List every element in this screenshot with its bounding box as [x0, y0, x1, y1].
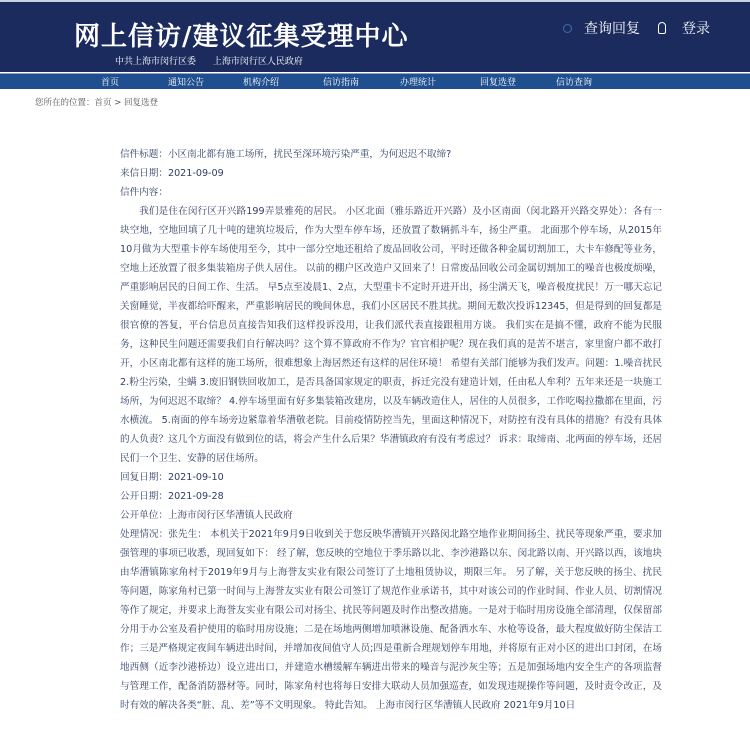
nav-replies[interactable]: 回复选登 [480, 78, 517, 88]
nav-home[interactable]: 首页 [101, 78, 120, 88]
user-icon[interactable] [658, 22, 666, 34]
letter-date-row [120, 164, 662, 183]
publish-unit-row [120, 506, 662, 525]
label: 信件标题： [120, 149, 168, 160]
label: 公开日期： [120, 491, 168, 502]
label: 来信日期： [120, 168, 168, 179]
login-link[interactable]: 登录 [682, 21, 710, 37]
subtitle-district-committee: 中共上海市闵行区委 [115, 57, 197, 67]
letter-content: 我们是住在闵行区开兴路199弄景雅苑的居民。 小区北面（雅乐路近开兴路）及小区南面（闵北路开兴路交界处）：各有一块空地，空地回填了几十吨的建筑垃圾后，作为大型车停车场，还放置了数辆抓斗车，扬尘严重。 北面那个停车场，从2015年10月做为大型重卡停车场使用至今，其中一部分空地还租给了废品回收公司，平时还做各种金属切割加工，大卡车修配等业务，空地上还放置了很多集装箱房子供人居住。 以前的棚户区改造户又回来了！日常废品回收公司金属切割加工的噪音也极度烦噪，严重影响居民的日间工作、生活。 早5点至凌晨1、2点，大型重卡不定时开进开出，扬尘满天飞，噪音极度扰民！万一哪天忘记关窗睡觉，半夜都给吓醒来，严重影响居民的晚间休息，我们小区居民不胜其扰。期间无数次投诉12345，但是得到的回复都是很官僚的答复，平台信息员直接告知我们这样投诉没用，让我们派代表直接跟租用方谈。 我们实在是搞不懂，政府不能为民服务，这种民生问题还需要我们自行解决吗？这个算不算政府不作为？官官相护呢？现在我们真的是苦不堪言，家里窗户都不敢打开，小区南北都有这样的施工场所，很难想象上海居然还有这样的居住环境！ 希望有关部门能够为我们发声。问题：1.噪音扰民 2.粉尘污染，尘螨 3.废旧钢铁回收加工，是否具备国家规定的职责，拆迁完没有建造计划，任由私人牟利？五年来还是一块施工场所，为何迟迟不取缔？ 4.停车场里面有好多集装箱改建房，以及车辆改造住人，居住的人员很多，工作吃喝拉撒都在里面，污水横流。 5.南面的停车场旁边紧靠着华漕敬老院。目前疫情防控当先，里面这种情况下，对防控有没有具体的措施？有没有具体的人负责？这几个方面没有做到位的话，将会产生什么后果？华漕镇政府有没有考虑过？ 诉求：取缔南、北两面的停车场，还居民们一个卫生、安静的居住场所。 [120, 206, 662, 464]
label: 公开单位： [120, 510, 168, 521]
site-subtitles [115, 54, 317, 67]
letter-title-row [120, 145, 662, 164]
nav-query[interactable]: 信访查询 [556, 78, 593, 88]
query-reply-link[interactable]: 查询回复 [584, 21, 640, 37]
nav-statistics[interactable]: 办理统计 [400, 78, 437, 88]
breadcrumb: 您所在的位置：首页 > 回复选登 [35, 98, 159, 108]
nav-notices[interactable]: 通知公告 [168, 78, 205, 88]
site-header [0, 0, 750, 72]
reply-date: 2021-09-10 [167, 472, 224, 483]
publish-unit: 上海市闵行区华漕镇人民政府 [167, 510, 293, 521]
letter-title: 小区南北都有施工场所，扰民至深环境污染严重，为何迟迟不取缔? [167, 149, 452, 160]
letter-date: 2021-09-09 [167, 168, 224, 179]
content-label: 信件内容： [120, 187, 168, 198]
publish-date-row [120, 487, 662, 506]
letter-detail [120, 145, 662, 715]
publish-date: 2021-09-28 [167, 491, 224, 502]
label: 处理情况： [120, 529, 169, 540]
main-nav [0, 73, 750, 89]
nav-about[interactable]: 机构介绍 [243, 78, 280, 88]
reply-date-row [120, 468, 662, 487]
site-title: 网上信访/建议征集受理中心 [74, 22, 409, 52]
nav-guide[interactable]: 信访指南 [323, 78, 360, 88]
subtitle-district-government: 上海市闵行区人民政府 [212, 57, 303, 67]
header-actions [563, 18, 710, 38]
label: 回复日期： [120, 472, 168, 483]
handling-text: 张先生： 本机关于2021年9月9日收到关于您反映华漕镇开兴路闵北路空地作业期间扬尘、扰民等现象严重，要求加强管理的事项已收悉，现回复如下： 经了解，您反映的空地位于季乐路以北、李沙港路以东、闵北路以南、开兴路以西，该地块由华漕镇陈家角村于2019年9月与上海誉友实业有限公司签订了土地租赁协议，期限三年。 另了解，关于您反映的扬尘、扰民等问题，陈家角村已第一时间与上海誉友实业有限公司签订了规范作业承诺书，其中对该公司的作业时间、作业人员、切割情况等作了规定，并要求上海誉友实业有限公司对扬尘、扰民等问题及时作出整改措施。一是对于临时用房设施全部清理，仅保留部分用于办公室及看护使用的临时用房设施；二是在场地两侧增加喷淋设施、配备洒水车、水枪等设备，最大程度做好防尘保洁工作；三是严格规定夜间车辆进出时间，并增加夜间值守人员;四是重新合理规划停车用地，并将原有正对小区的进出口封闭，在场地西侧（近李沙港桥边）设立进出口，并建造水槽缓解车辆进出带来的噪音与泥沙灰尘等；五是加强场地内安全生产的各项监督与管理工作，配备消防器材等。同时，陈家角村也将每日安排大联动人员加强巡查，如发现违规操作等问题，及时责令改正，及时有效的解决各类“脏、乱、差”等不文明现象。 特此告知。 上海市闵行区华漕镇人民政府 2021年9月10日 [120, 529, 663, 711]
search-icon[interactable] [563, 24, 572, 33]
handling-row [120, 525, 662, 715]
